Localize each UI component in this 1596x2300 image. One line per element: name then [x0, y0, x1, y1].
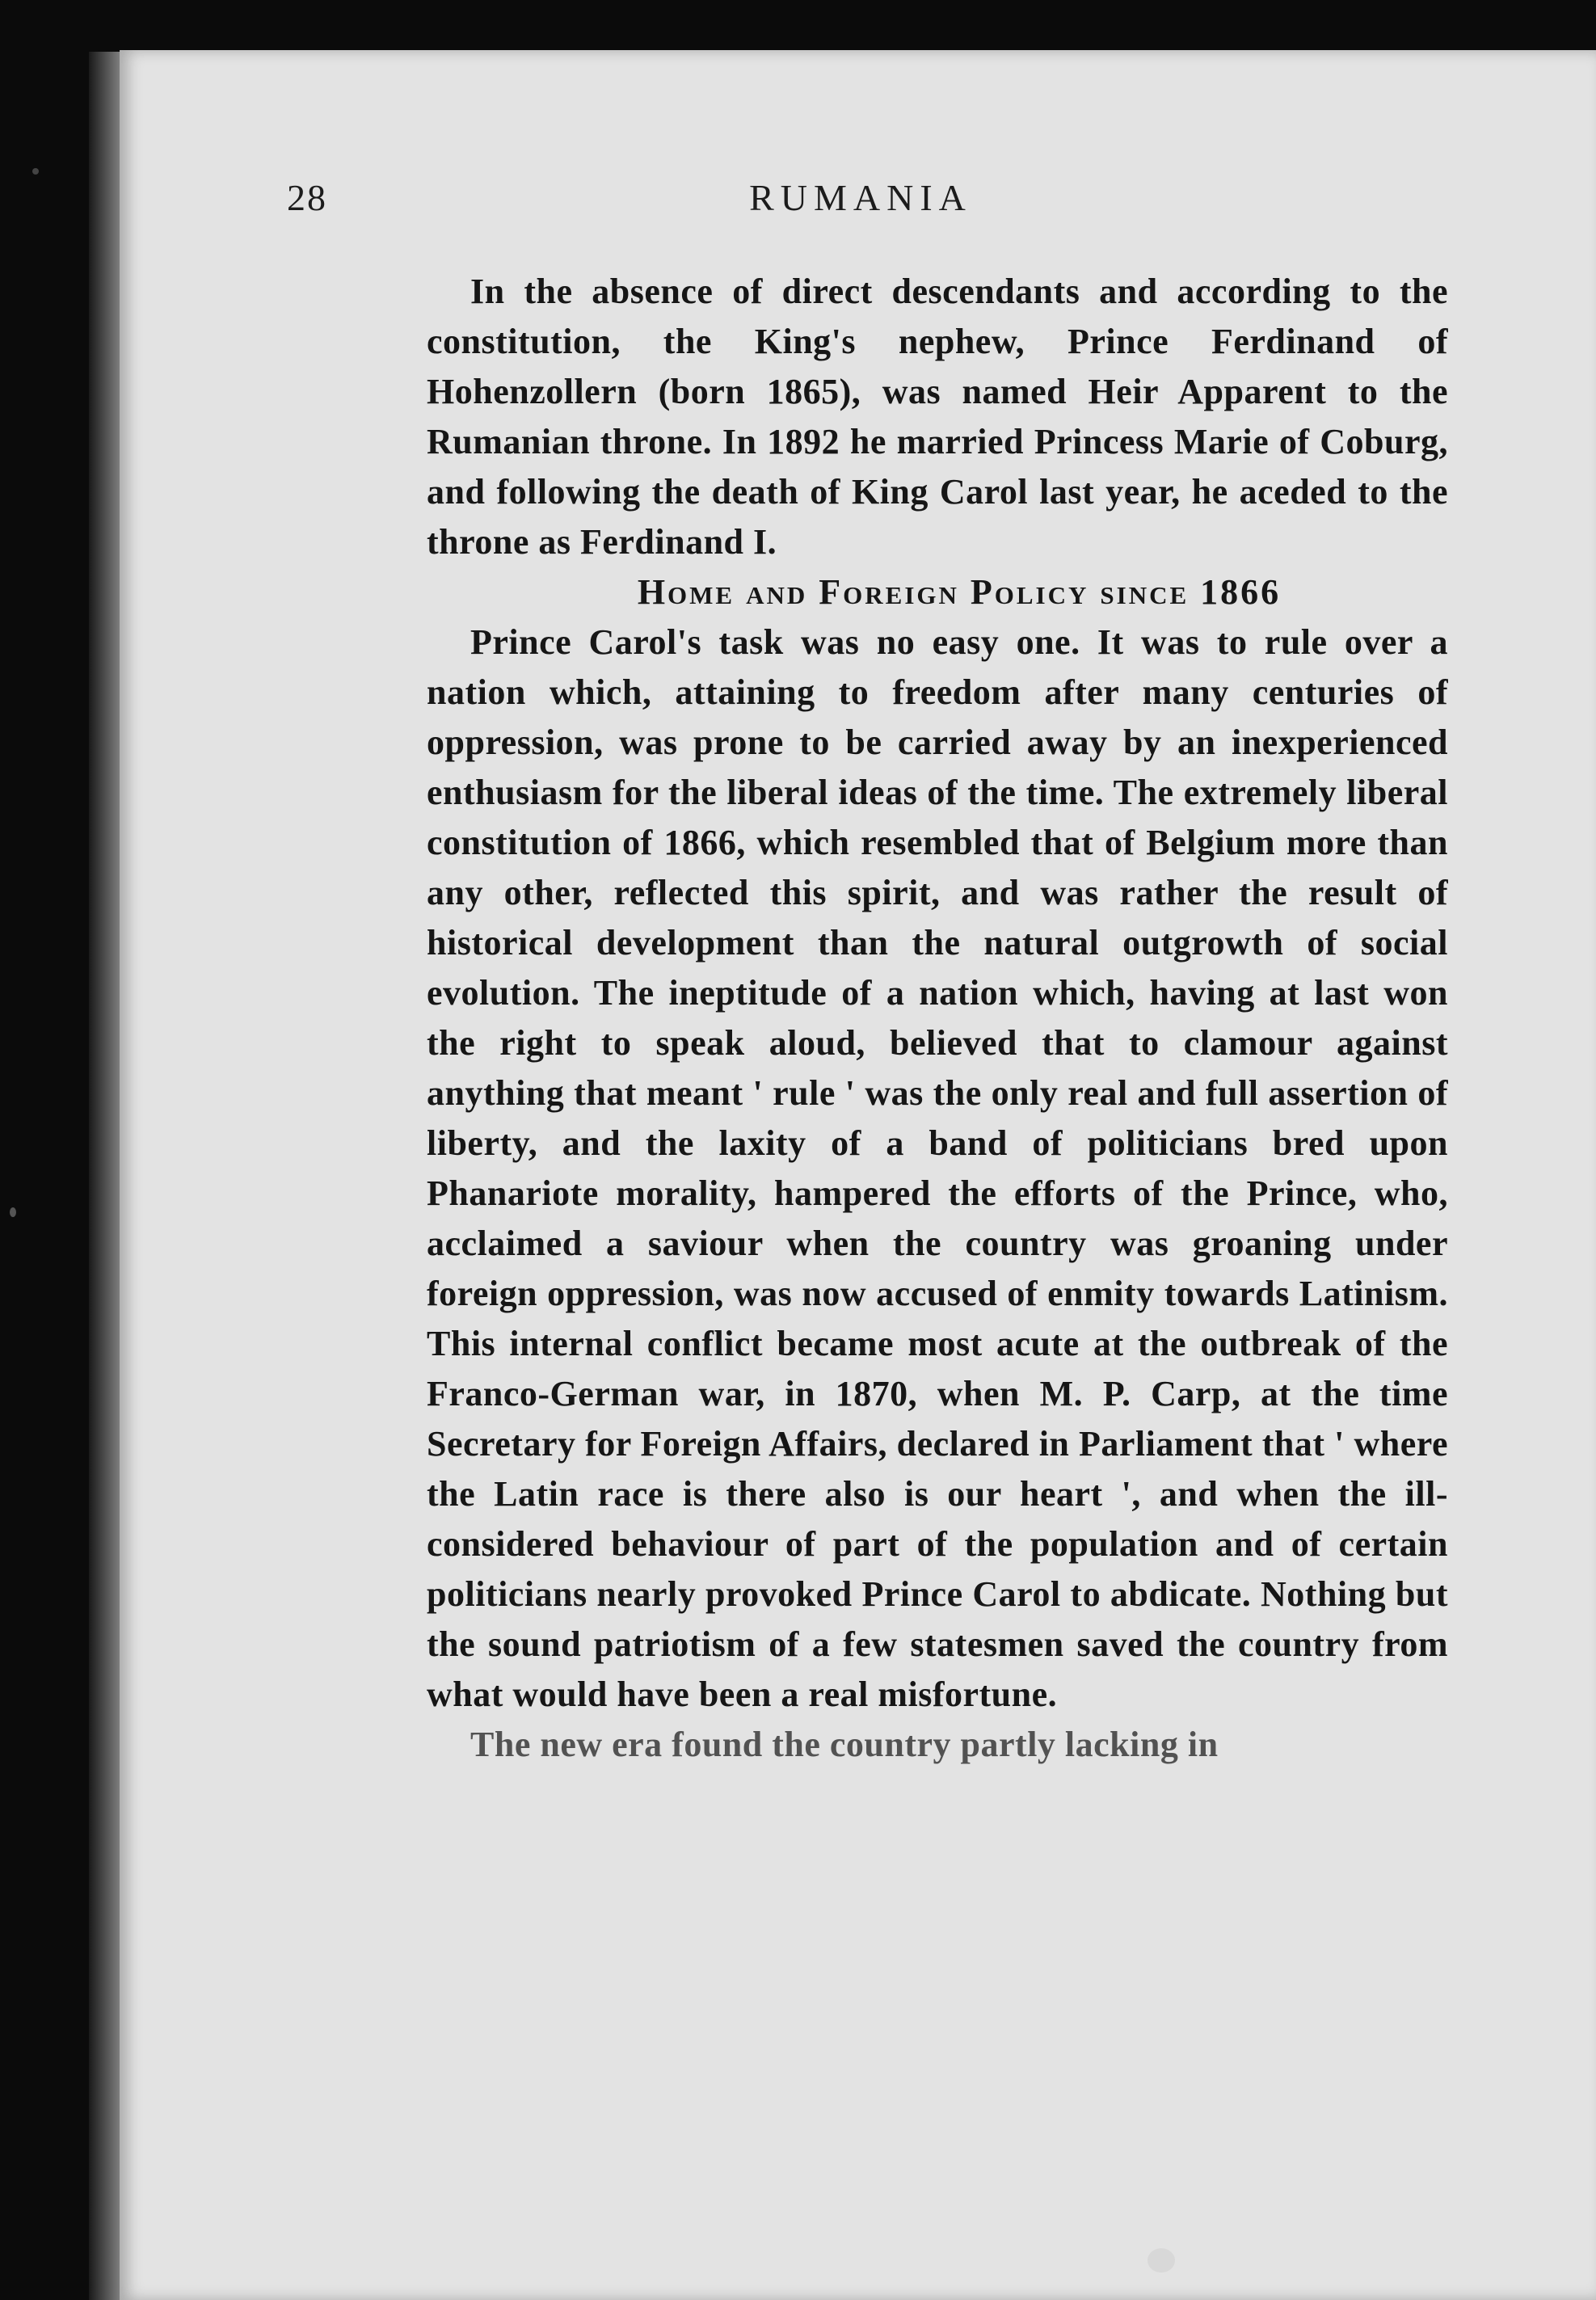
page-speck	[1148, 2248, 1175, 2273]
section-heading: Home and Foreign Policy since 1866	[637, 572, 1282, 612]
page-number: 28	[287, 177, 327, 218]
paragraph-continuation: The new era found the country partly lacking in	[470, 1725, 1219, 1764]
paragraph-heir-apparent: In the absence of direct descendants and according to the constitution, the King's nephew, Prince Ferdinand of Hohenzollern (born 1865), was named Heir Apparent to the Rumanian throne. In 1892 he married Princess Marie of Coburg, and following the death of King Carol last year, he aceded to the throne as Ferdinand I.	[427, 272, 1448, 562]
running-head	[287, 176, 1434, 233]
page-speck	[10, 1207, 16, 1217]
page-body	[427, 267, 1448, 1770]
paragraph-prince-carol-task: Prince Carol's task was no easy one. It was to rule over a nation which, attaining to freedom after many centuries of oppression, was prone to be carried away by an inexperienced enthusiasm for the liberal ideas of the time. The extremely liberal constitution of 1866, which resembled that of Belgium more than any other, reflected this spirit, and was rather the result of historical development than the natural outgrowth of social evolution. The ineptitude of a nation which, having at last won the right to speak aloud, believed that to clamour against anything that meant ' rule ' was the only real and full assertion of liberty, and the laxity of a band of politicians bred upon Phanariote morality, hampered the efforts of the Prince, who, acclaimed a saviour when the country was groaning under foreign oppression, was now accused of enmity towards Latinism. This internal conflict became most acute at the outbreak of the Franco-German war, in 1870, when M. P. Carp, at the time Secretary for Foreign Affairs, declared in Parliament that ' where the Latin race is there also is our heart ', and when the ill-considered behaviour of part of the population and of certain politicians nearly provoked Prince Carol to abdicate. Nothing but the sound patriotism of a few statesmen saved the country from what would have been a real misfortune.	[427, 622, 1448, 1714]
page-speck	[32, 168, 39, 175]
book-title: RUMANIA	[749, 177, 972, 218]
